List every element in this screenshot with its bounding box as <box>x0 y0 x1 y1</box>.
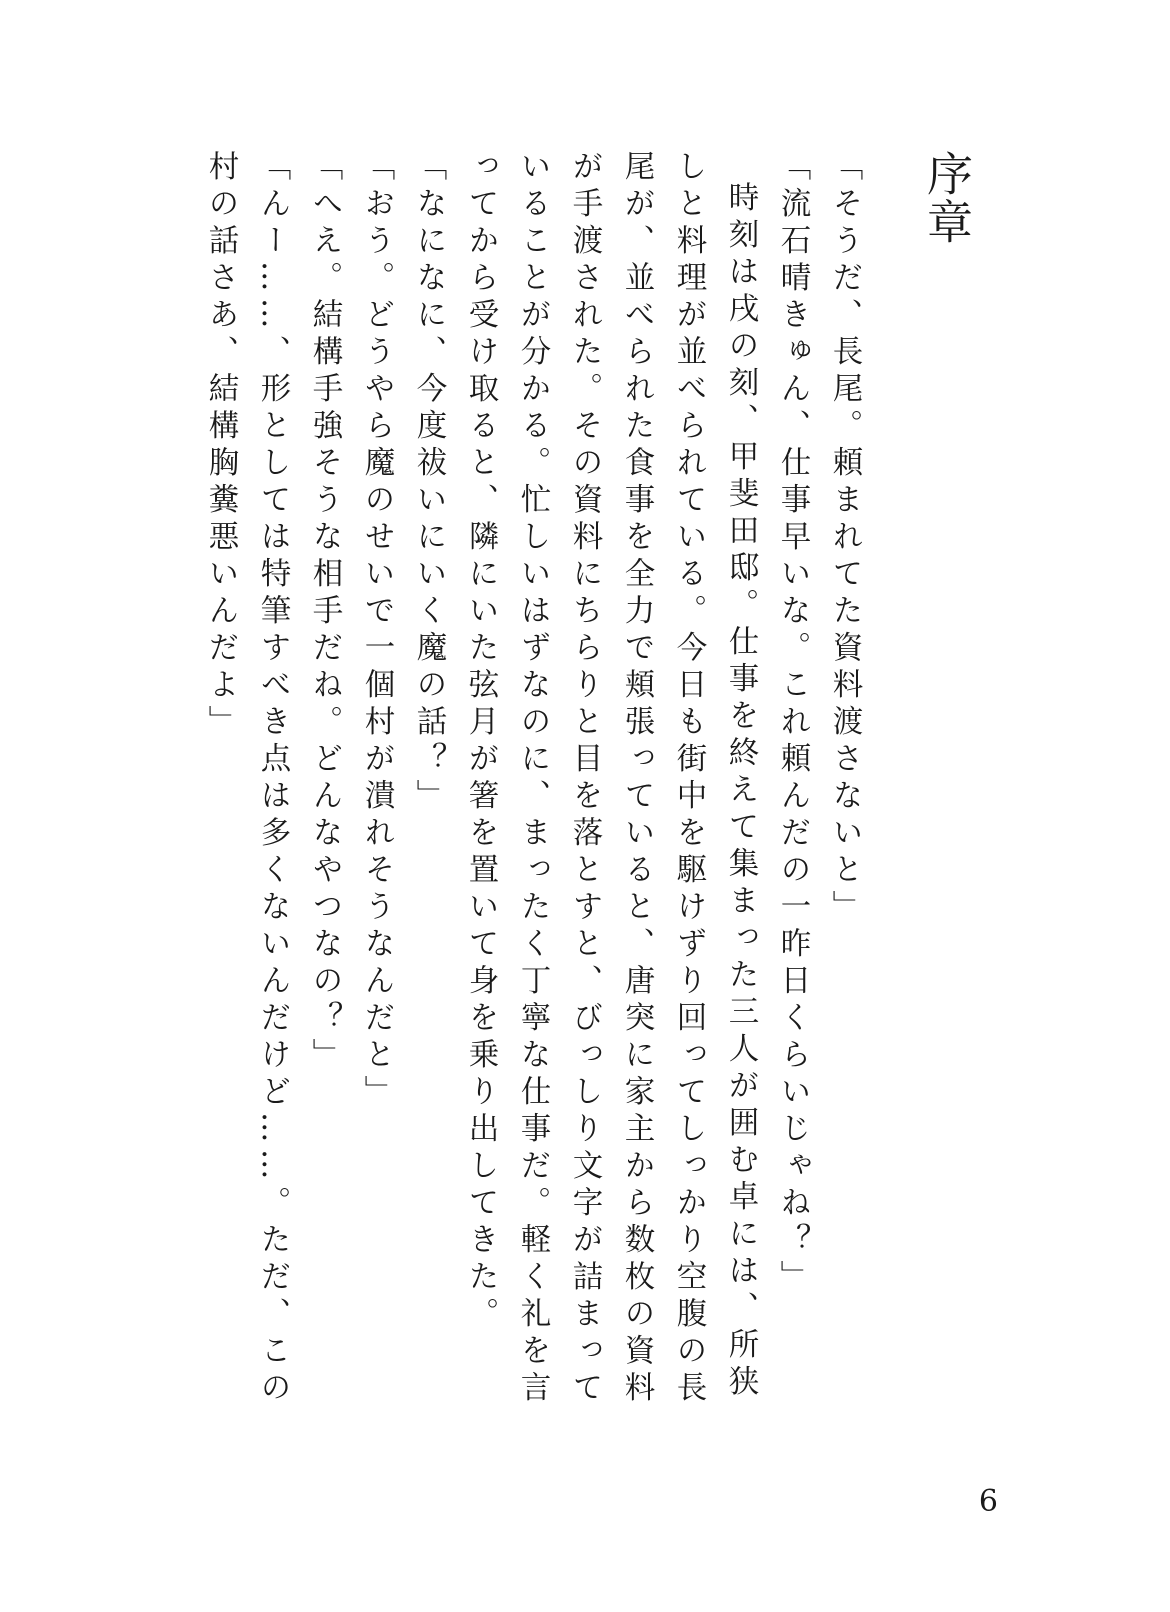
paragraph: 「へえ。結構手強そうな相手だね。どんなやつなの？」 <box>307 150 342 1075</box>
paragraph: 時刻は戌の刻、甲斐田邸。仕事を終えて集まった三人が囲む卓には、所狭しと料理が並べられている。今日も街中を駆けずり回ってしっかり空腹の長尾が、並べられた食事を全力で頬張っていると、唐突に家主から数枚の資料が手渡された。その資料にちらりと目を落とすと、びっしり文字が詰まっていることが分かる。忙しいはずなのに、まったく丁寧な仕事だ。軽く礼を言ってから受け取ると、隣にいた弦月が箸を置いて身を乗り出してきた。 <box>463 150 758 1408</box>
chapter-title: 序章 <box>920 150 974 246</box>
paragraph: 「なになに、今度祓いにいく魔の話？」 <box>411 150 446 816</box>
paragraph: 「んー……、形としては特筆すべき点は多くないんだけど……。ただ、この村の話さあ、結構胸糞悪いんだよ」 <box>203 150 290 1408</box>
paragraph: 「流石晴きゅん、仕事早いな。これ頼んだの一昨日くらいじゃね？」 <box>775 150 810 1297</box>
page-number: 6 <box>978 1484 998 1519</box>
body-text <box>203 150 870 1430</box>
paragraph: 「おう。どうやら魔のせいで一個村が潰れそうなんだと」 <box>359 150 394 1112</box>
paragraph: 「そうだ、長尾。頼まれてた資料渡さないと」 <box>827 150 862 927</box>
